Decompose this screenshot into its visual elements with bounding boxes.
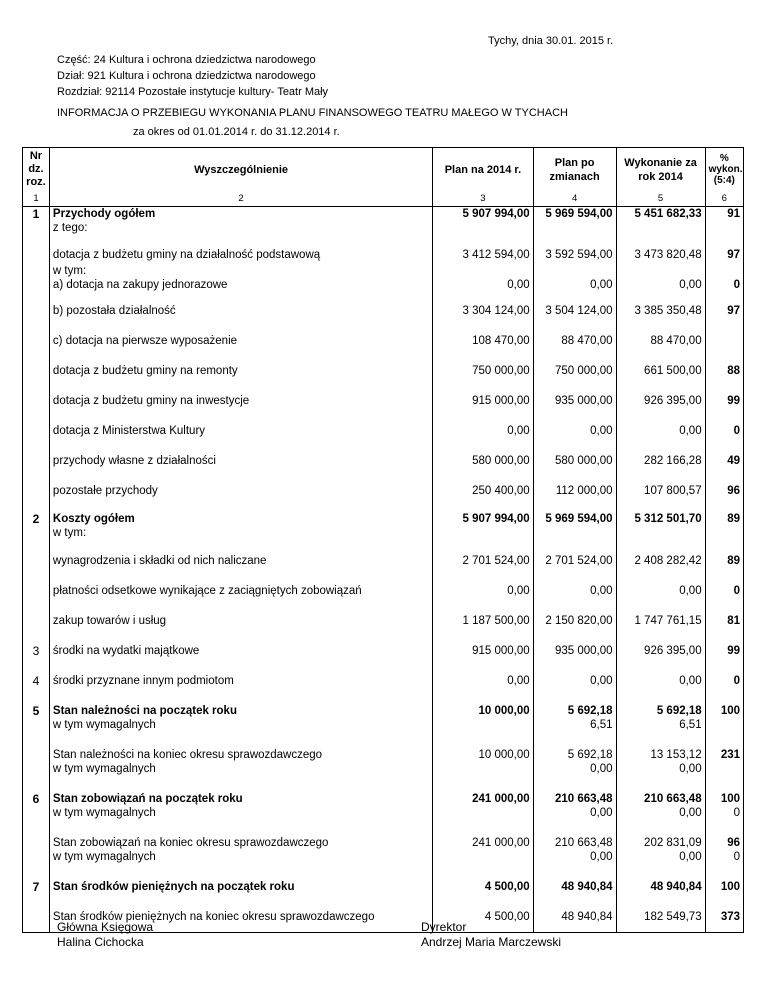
row-number [23, 910, 50, 932]
cell-percent [705, 614, 743, 644]
cell-plan-changed [533, 792, 616, 836]
cell-execution [616, 304, 705, 334]
table-row [23, 674, 744, 704]
row-label: środki przyznane innym podmiotom [52, 675, 234, 687]
cell-execution [616, 364, 705, 394]
table-row [23, 584, 744, 614]
cell-percent [705, 836, 743, 880]
cell-value: 750 000,00 [554, 365, 613, 377]
cell-execution [616, 424, 705, 454]
cell-value: 3 385 350,48 [634, 305, 702, 317]
cell-plan: 4 500,00 [433, 880, 533, 910]
cell-percent [705, 364, 743, 394]
cell-value-secondary: 0 [733, 851, 740, 863]
row-description [49, 424, 432, 454]
row-label: dotacja z budżetu gminy na inwestycje [52, 395, 250, 407]
cell-percent [705, 278, 743, 304]
cell-value: 91 [727, 207, 740, 220]
cell-value: 3 504 124,00 [545, 305, 613, 317]
cell-plan: 1 187 500,00 [433, 614, 533, 644]
table-row [23, 424, 744, 454]
cell-execution [616, 614, 705, 644]
cell-plan: 750 000,00 [433, 364, 533, 394]
cell-percent [705, 206, 743, 248]
col-header-desc: Wyszczególnienie [49, 148, 432, 192]
cell-value: 0,00 [590, 675, 613, 687]
cell-value: 580 000,00 [554, 455, 613, 467]
cell-percent [705, 454, 743, 484]
cell-execution [616, 278, 705, 304]
row-number [23, 334, 50, 364]
cell-value: 2 701 524,00 [545, 555, 613, 567]
row-label: b) pozostała działalność [52, 305, 176, 317]
row-description [49, 248, 432, 264]
row-sublabel: w tym wymagalnych [52, 807, 156, 819]
cell-value: 5 692,18 [567, 705, 613, 717]
row-label: Stan należności na początek roku [52, 705, 237, 717]
cell-value: 0 [733, 675, 740, 687]
cell-value: 935 000,00 [554, 395, 613, 407]
row-label: zakup towarów i usług [52, 615, 167, 627]
cell-value: 373 [720, 911, 740, 923]
row-number [23, 424, 50, 454]
cell-value: 48 940,84 [561, 911, 613, 923]
row-label: dotacja z budżetu gminy na remonty [52, 365, 238, 377]
row-number: 4 [23, 674, 50, 704]
cell-execution [616, 512, 705, 554]
table-row [23, 614, 744, 644]
row-number: 6 [23, 792, 50, 836]
row-description [49, 704, 432, 748]
cell-percent [705, 512, 743, 554]
cell-value: 81 [727, 615, 740, 627]
col-header-exec: Wykonanie za rok 2014 [616, 148, 705, 192]
row-number [23, 584, 50, 614]
cell-plan: 5 907 994,00 [433, 206, 533, 248]
cell-value-secondary: 6,51 [679, 719, 702, 731]
cell-plan-changed [533, 304, 616, 334]
cell-value: 5 969 594,00 [545, 207, 613, 220]
cell-plan-changed [533, 424, 616, 454]
row-sublabel: w tym wymagalnych [52, 851, 156, 863]
cell-value: 182 549,73 [644, 911, 702, 923]
row-description [49, 554, 432, 584]
cell-plan-changed [533, 454, 616, 484]
cell-value-secondary: 0,00 [679, 851, 702, 863]
cell-plan: 250 400,00 [433, 484, 533, 512]
row-label: Stan zobowiązań na początek roku [52, 793, 243, 805]
cell-plan-changed [533, 278, 616, 304]
table-row [23, 264, 744, 278]
cell-plan-changed [533, 880, 616, 910]
cell-plan: 10 000,00 [433, 748, 533, 792]
row-label: Stan środków pieniężnych na koniec okresu sprawozdawczego [52, 911, 375, 923]
cell-value: 88 [727, 365, 740, 377]
cell-percent [705, 554, 743, 584]
table-row [23, 792, 744, 836]
cell-plan: 2 701 524,00 [433, 554, 533, 584]
cell-plan: 0,00 [433, 424, 533, 454]
col-header-plan: Plan na 2014 r. [433, 148, 533, 192]
table-row [23, 248, 744, 264]
row-description [49, 674, 432, 704]
cell-percent [705, 880, 743, 910]
col-index: 1 [23, 192, 50, 207]
cell-plan: 4 500,00 [433, 910, 533, 932]
col-index: 6 [705, 192, 743, 207]
table-row [23, 644, 744, 674]
row-description [49, 584, 432, 614]
cell-value: 100 [720, 793, 740, 805]
cell-value: 0 [733, 279, 740, 291]
cell-value: 89 [727, 513, 740, 525]
row-description [49, 364, 432, 394]
cell-plan-changed [533, 334, 616, 364]
signature-title: Główna Księgowa [57, 920, 154, 934]
cell-execution [616, 248, 705, 264]
cell-plan: 241 000,00 [433, 836, 533, 880]
row-number: 5 [23, 704, 50, 748]
cell-value: 13 153,12 [650, 749, 702, 761]
cell-value: 107 800,57 [644, 485, 702, 497]
cell-value: 2 150 820,00 [545, 615, 613, 627]
cell-value: 3 592 594,00 [545, 249, 613, 261]
cell-value: 935 000,00 [554, 645, 613, 657]
cell-percent [705, 748, 743, 792]
row-label: w tym: [52, 265, 87, 277]
cell-execution [616, 748, 705, 792]
cell-value: 88 470,00 [650, 335, 702, 347]
cell-percent [705, 910, 743, 932]
cell-plan-changed [533, 614, 616, 644]
report-title: INFORMACJA O PRZEBIEGU WYKONANIA PLANU FINANSOWEGO TEATRU MAŁEGO W TYCHACH [57, 107, 568, 119]
col-index: 2 [49, 192, 432, 207]
cell-execution [616, 264, 705, 278]
row-number [23, 394, 50, 424]
table-row [23, 206, 744, 248]
col-index: 5 [616, 192, 705, 207]
cell-plan-changed [533, 584, 616, 614]
table-row [23, 704, 744, 748]
cell-value: 210 663,48 [554, 837, 613, 849]
row-description [49, 206, 432, 248]
cell-value-secondary: 0,00 [590, 763, 613, 775]
cell-plan-changed [533, 836, 616, 880]
cell-plan: 0,00 [433, 278, 533, 304]
row-description [49, 394, 432, 424]
header-line-chapter: Rozdział: 92114 Pozostałe instytucje kultury- Teatr Mały [57, 86, 329, 98]
row-description [49, 334, 432, 364]
cell-execution [616, 792, 705, 836]
row-sublabel: w tym: [52, 527, 87, 539]
cell-plan-changed [533, 248, 616, 264]
cell-value: 5 312 501,70 [634, 513, 702, 525]
signature-name: Halina Cichocka [57, 935, 144, 949]
row-number [23, 364, 50, 394]
row-label: środki na wydatki majątkowe [52, 645, 200, 657]
row-sublabel: z tego: [52, 221, 88, 234]
cell-execution [616, 584, 705, 614]
cell-execution [616, 910, 705, 932]
table-row [23, 454, 744, 484]
col-header-nr: Nr dz. roz. [23, 148, 50, 192]
header-line-section: Dział: 921 Kultura i ochrona dziedzictwa narodowego [57, 70, 316, 82]
row-description [49, 644, 432, 674]
cell-value: 3 473 820,48 [634, 249, 702, 261]
cell-plan-changed [533, 264, 616, 278]
col-header-pct: % wykon. (5:4) [705, 148, 743, 192]
row-description [49, 512, 432, 554]
table-row [23, 836, 744, 880]
cell-value: 926 395,00 [644, 645, 702, 657]
cell-value: 99 [727, 645, 740, 657]
column-header-row [23, 148, 744, 192]
table-row [23, 554, 744, 584]
cell-plan: 915 000,00 [433, 394, 533, 424]
table-row [23, 880, 744, 910]
table-row [23, 364, 744, 394]
row-number [23, 836, 50, 880]
header-line-part: Część: 24 Kultura i ochrona dziedzictwa narodowego [57, 54, 316, 66]
row-description [49, 454, 432, 484]
cell-value: 210 663,48 [554, 793, 613, 805]
table-row [23, 484, 744, 512]
cell-plan-changed [533, 644, 616, 674]
cell-value: 89 [727, 555, 740, 567]
col-header-plan-changed: Plan po zmianach [533, 148, 616, 192]
row-label: c) dotacja na pierwsze wyposażenie [52, 335, 238, 347]
cell-value: 2 408 282,42 [634, 555, 702, 567]
cell-plan [433, 264, 533, 278]
row-description [49, 484, 432, 512]
cell-execution [616, 644, 705, 674]
cell-execution [616, 880, 705, 910]
table-row [23, 278, 744, 304]
report-period: za okres od 01.01.2014 r. do 31.12.2014 r. [133, 126, 340, 138]
row-label: Stan środków pieniężnych na początek roku [52, 881, 295, 893]
row-number [23, 748, 50, 792]
signature-director [421, 920, 561, 950]
cell-value: 202 831,09 [644, 837, 702, 849]
cell-value: 1 747 761,15 [634, 615, 702, 627]
cell-percent [705, 792, 743, 836]
row-label: przychody własne z działalności [52, 455, 216, 467]
row-label: a) dotacja na zakupy jednorazowe [52, 279, 228, 291]
row-description [49, 278, 432, 304]
cell-value: 5 451 682,33 [634, 207, 702, 220]
cell-plan-changed [533, 364, 616, 394]
cell-execution [616, 334, 705, 364]
col-index: 3 [433, 192, 533, 207]
cell-value: 48 940,84 [561, 881, 613, 893]
row-number [23, 454, 50, 484]
cell-value: 100 [720, 705, 740, 717]
financial-plan-table [22, 147, 744, 933]
table-row [23, 748, 744, 792]
cell-plan-changed [533, 394, 616, 424]
row-description [49, 264, 432, 278]
cell-plan-changed [533, 484, 616, 512]
row-number [23, 264, 50, 278]
cell-value: 100 [720, 881, 740, 893]
row-number [23, 304, 50, 334]
cell-value: 48 940,84 [650, 881, 702, 893]
table-row [23, 394, 744, 424]
cell-value: 112 000,00 [555, 485, 613, 497]
cell-value-secondary: 0,00 [590, 851, 613, 863]
row-label: Przychody ogółem [52, 207, 156, 220]
cell-value-secondary: 0,00 [679, 807, 702, 819]
cell-value: 0,00 [679, 675, 702, 687]
cell-percent [705, 704, 743, 748]
signature-title: Dyrektor [421, 920, 467, 934]
cell-plan-changed [533, 674, 616, 704]
cell-value: 0,00 [590, 279, 613, 291]
row-label: Koszty ogółem [52, 513, 135, 525]
cell-value: 0,00 [679, 585, 702, 597]
cell-percent [705, 334, 743, 364]
cell-execution [616, 206, 705, 248]
cell-value: 97 [727, 249, 740, 261]
table-row [23, 334, 744, 364]
cell-plan-changed [533, 512, 616, 554]
row-number [23, 278, 50, 304]
cell-value: 210 663,48 [644, 793, 702, 805]
row-number [23, 614, 50, 644]
cell-value: 661 500,00 [644, 365, 702, 377]
cell-percent [705, 674, 743, 704]
col-index: 4 [533, 192, 616, 207]
cell-value: 97 [727, 305, 740, 317]
table-body [23, 206, 744, 932]
cell-value: 99 [727, 395, 740, 407]
cell-percent [705, 584, 743, 614]
signature-name: Andrzej Maria Marczewski [421, 935, 562, 949]
cell-value: 96 [727, 837, 740, 849]
row-label: Stan zobowiązań na koniec okresu sprawozdawczego [52, 837, 329, 849]
column-index-row [23, 192, 744, 207]
cell-plan: 0,00 [433, 674, 533, 704]
row-number: 2 [23, 512, 50, 554]
cell-value: 0,00 [590, 585, 613, 597]
cell-value: 5 692,18 [567, 749, 613, 761]
cell-plan: 915 000,00 [433, 644, 533, 674]
cell-plan: 580 000,00 [433, 454, 533, 484]
cell-percent [705, 424, 743, 454]
cell-execution [616, 674, 705, 704]
classification-header [57, 52, 328, 100]
row-label: dotacja z budżetu gminy na działalność podstawową [52, 249, 321, 261]
cell-plan: 0,00 [433, 584, 533, 614]
cell-plan: 10 000,00 [433, 704, 533, 748]
cell-percent [705, 484, 743, 512]
cell-value-secondary: 6,51 [590, 719, 613, 731]
row-label: pozostałe przychody [52, 485, 158, 497]
cell-percent [705, 264, 743, 278]
cell-percent [705, 394, 743, 424]
row-description [49, 748, 432, 792]
row-number: 1 [23, 206, 50, 248]
cell-execution [616, 554, 705, 584]
cell-value-secondary: 0,00 [590, 807, 613, 819]
row-number [23, 554, 50, 584]
cell-execution [616, 704, 705, 748]
row-description [49, 614, 432, 644]
row-description [49, 836, 432, 880]
row-description [49, 304, 432, 334]
cell-execution [616, 836, 705, 880]
row-number [23, 484, 50, 512]
cell-execution [616, 394, 705, 424]
cell-plan-changed [533, 704, 616, 748]
cell-value: 5 969 594,00 [545, 513, 613, 525]
row-number: 3 [23, 644, 50, 674]
cell-value: 0 [733, 585, 740, 597]
cell-value: 926 395,00 [644, 395, 702, 407]
row-label: dotacja z Ministerstwa Kultury [52, 425, 206, 437]
row-label: Stan należności na koniec okresu sprawozdawczego [52, 749, 323, 761]
row-description [49, 792, 432, 836]
cell-value: 0 [733, 425, 740, 437]
cell-value: 88 470,00 [561, 335, 613, 347]
row-label: płatności odsetkowe wynikające z zaciągniętych zobowiązań [52, 585, 362, 597]
cell-value: 0,00 [590, 425, 613, 437]
cell-value-secondary: 0 [733, 807, 740, 819]
cell-plan-changed [533, 206, 616, 248]
cell-plan: 241 000,00 [433, 792, 533, 836]
cell-percent [705, 304, 743, 334]
row-sublabel: w tym wymagalnych [52, 763, 156, 775]
cell-value: 231 [720, 749, 740, 761]
cell-plan: 3 412 594,00 [433, 248, 533, 264]
cell-plan: 5 907 994,00 [433, 512, 533, 554]
cell-value: 96 [727, 485, 740, 497]
cell-plan: 3 304 124,00 [433, 304, 533, 334]
row-number: 7 [23, 880, 50, 910]
cell-percent [705, 644, 743, 674]
cell-value: 282 166,28 [644, 455, 702, 467]
cell-plan: 108 470,00 [433, 334, 533, 364]
row-number [23, 248, 50, 264]
place-date: Tychy, dnia 30.01. 2015 r. [488, 35, 614, 47]
row-description [49, 880, 432, 910]
row-label: wynagrodzenia i składki od nich naliczane [52, 555, 267, 567]
cell-plan-changed [533, 748, 616, 792]
cell-value: 49 [727, 455, 740, 467]
cell-value: 0,00 [679, 279, 702, 291]
cell-value-secondary: 0,00 [679, 763, 702, 775]
table-row [23, 304, 744, 334]
cell-execution [616, 484, 705, 512]
row-sublabel: w tym wymagalnych [52, 719, 156, 731]
cell-plan-changed [533, 554, 616, 584]
cell-value: 0,00 [679, 425, 702, 437]
signature-chief-accountant [57, 920, 153, 950]
cell-execution [616, 454, 705, 484]
cell-value: 5 692,18 [656, 705, 702, 717]
cell-percent [705, 248, 743, 264]
table-row [23, 512, 744, 554]
